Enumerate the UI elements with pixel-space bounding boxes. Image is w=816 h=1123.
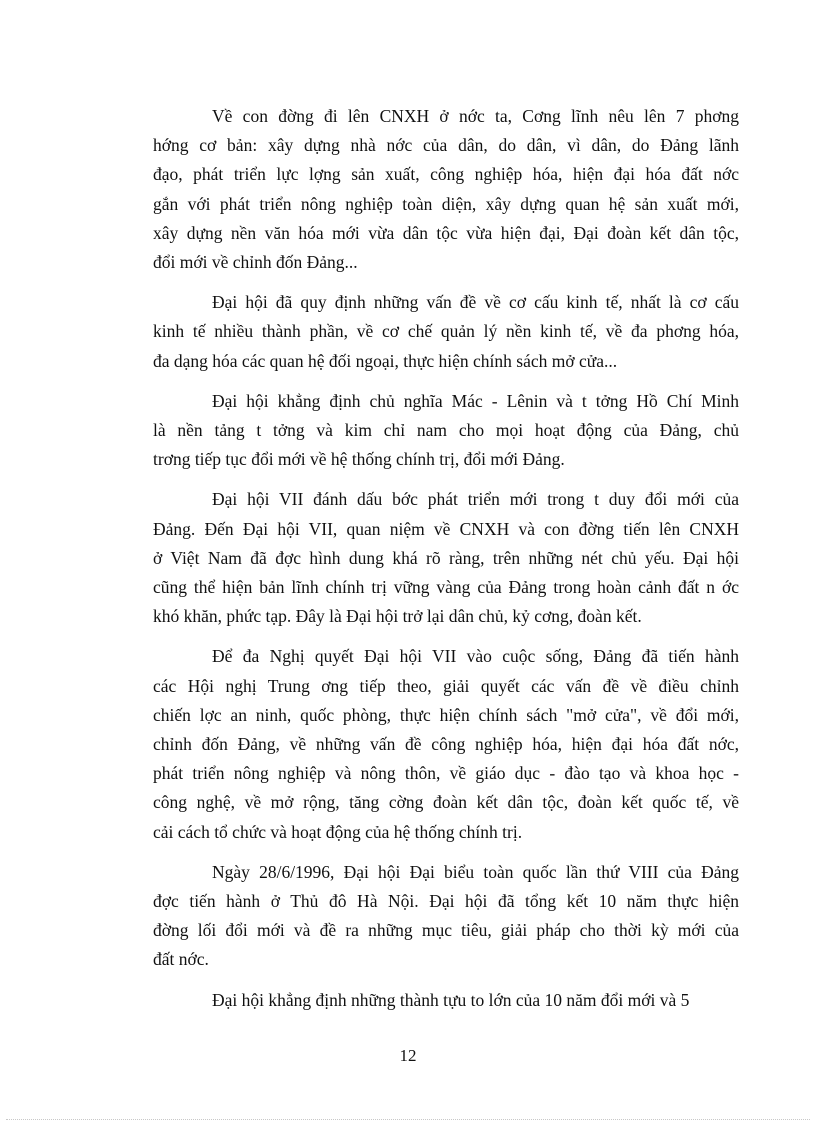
text-line: hớng cơ bản: xây dựng nhà nớc của dân, do dân, vì dân, do Đảng lãnh	[153, 135, 739, 156]
text-line: đạo, phát triển lực lợng sản xuất, công nghiệp hóa, hiện đại hóa đất nớc	[153, 164, 739, 185]
text-line: ở Việt Nam đã đợc hình dung khá rõ ràng, trên những nét chủ yếu. Đại hội	[153, 547, 739, 568]
text-line: cải cách tổ chức và hoạt động của hệ thống chính trị.	[153, 821, 523, 842]
text-line: gắn với phát triển nông nghiệp toàn diện, xây dựng quan hệ sản xuất mới,	[153, 193, 739, 214]
text-line: Để đa Nghị quyết Đại hội VII vào cuộc sống, Đảng đã tiến hành	[212, 646, 739, 667]
text-line: Ngày 28/6/1996, Đại hội Đại biểu toàn quốc lần thứ VIII của Đảng	[212, 861, 739, 882]
text-line: Đảng. Đến Đại hội VII, quan niệm về CNXH và con đờng tiến lên CNXH	[153, 518, 739, 539]
text-line: chỉnh đốn Đảng, về những vấn đề công nghiệp hóa, hiện đại hóa đất nớc,	[153, 734, 739, 755]
bottom-rule	[6, 1119, 810, 1120]
text-line: các Hội nghị Trung ơng tiếp theo, giải quyết các vấn đề về điều chỉnh	[153, 675, 739, 696]
text-line: Đại hội khẳng định chủ nghĩa Mác - Lênin và t tởng Hồ Chí Minh	[212, 390, 739, 411]
paragraph	[153, 986, 739, 1015]
text-line: đợc tiến hành ở Thủ đô Hà Nội. Đại hội đã tổng kết 10 năm thực hiện	[153, 891, 739, 912]
text-line: đất nớc.	[153, 949, 209, 970]
text-line: đổi mới về chỉnh đốn Đảng...	[153, 252, 358, 273]
text-line: công nghệ, về mở rộng, tăng cờng đoàn kết dân tộc, đoàn kết quốc tế, về	[153, 792, 739, 813]
text-line: trơng tiếp tục đổi mới về hệ thống chính trị, đổi mới Đảng.	[153, 449, 565, 470]
paragraph	[153, 387, 739, 475]
paragraph	[153, 102, 739, 277]
paragraph	[153, 858, 739, 975]
text-line: cũng thể hiện bản lĩnh chính trị vững vàng của Đảng trong hoàn cảnh đất n ớc	[153, 577, 739, 598]
text-line: là nền tảng t tởng và kim chỉ nam cho mọi hoạt động của Đảng, chủ	[153, 420, 739, 441]
text-line: đa dạng hóa các quan hệ đối ngoại, thực hiện chính sách mở cửa...	[153, 350, 618, 371]
text-line: kinh tế nhiều thành phần, về cơ chế quản lý nền kinh tế, về đa phơng hóa,	[153, 321, 739, 342]
text-line: Đại hội đã quy định những vấn đề về cơ cấu kinh tế, nhất là cơ cấu	[212, 292, 739, 313]
text-line: phát triển nông nghiệp và nông thôn, về giáo dục - đào tạo và khoa học -	[153, 763, 739, 784]
text-line: Đại hội VII đánh dấu bớc phát triển mới trong t duy đổi mới của	[212, 489, 739, 510]
page-number: 12	[399, 1046, 417, 1065]
paragraph	[153, 485, 739, 631]
body-text	[153, 102, 739, 1026]
text-line: khó khăn, phức tạp. Đây là Đại hội trở lại dân chủ, kỷ cơng, đoàn kết.	[153, 606, 642, 627]
text-line: Đại hội khẳng định những thành tựu to lớn của 10 năm đổi mới và 5	[212, 989, 690, 1010]
text-line: đờng lối đổi mới và đề ra những mục tiêu, giải pháp cho thời kỳ mới của	[153, 920, 739, 941]
text-line: chiến lợc an ninh, quốc phòng, thực hiện chính sách "mở cửa", về đổi mới,	[153, 704, 739, 725]
paragraph	[153, 642, 739, 846]
text-line: Về con đờng đi lên CNXH ở nớc ta, Cơng lĩnh nêu lên 7 phơng	[212, 106, 739, 126]
text-line: xây dựng nền văn hóa mới vừa dân tộc vừa hiện đại, Đại đoàn kết dân tộc,	[153, 222, 739, 243]
paragraph	[153, 288, 739, 376]
